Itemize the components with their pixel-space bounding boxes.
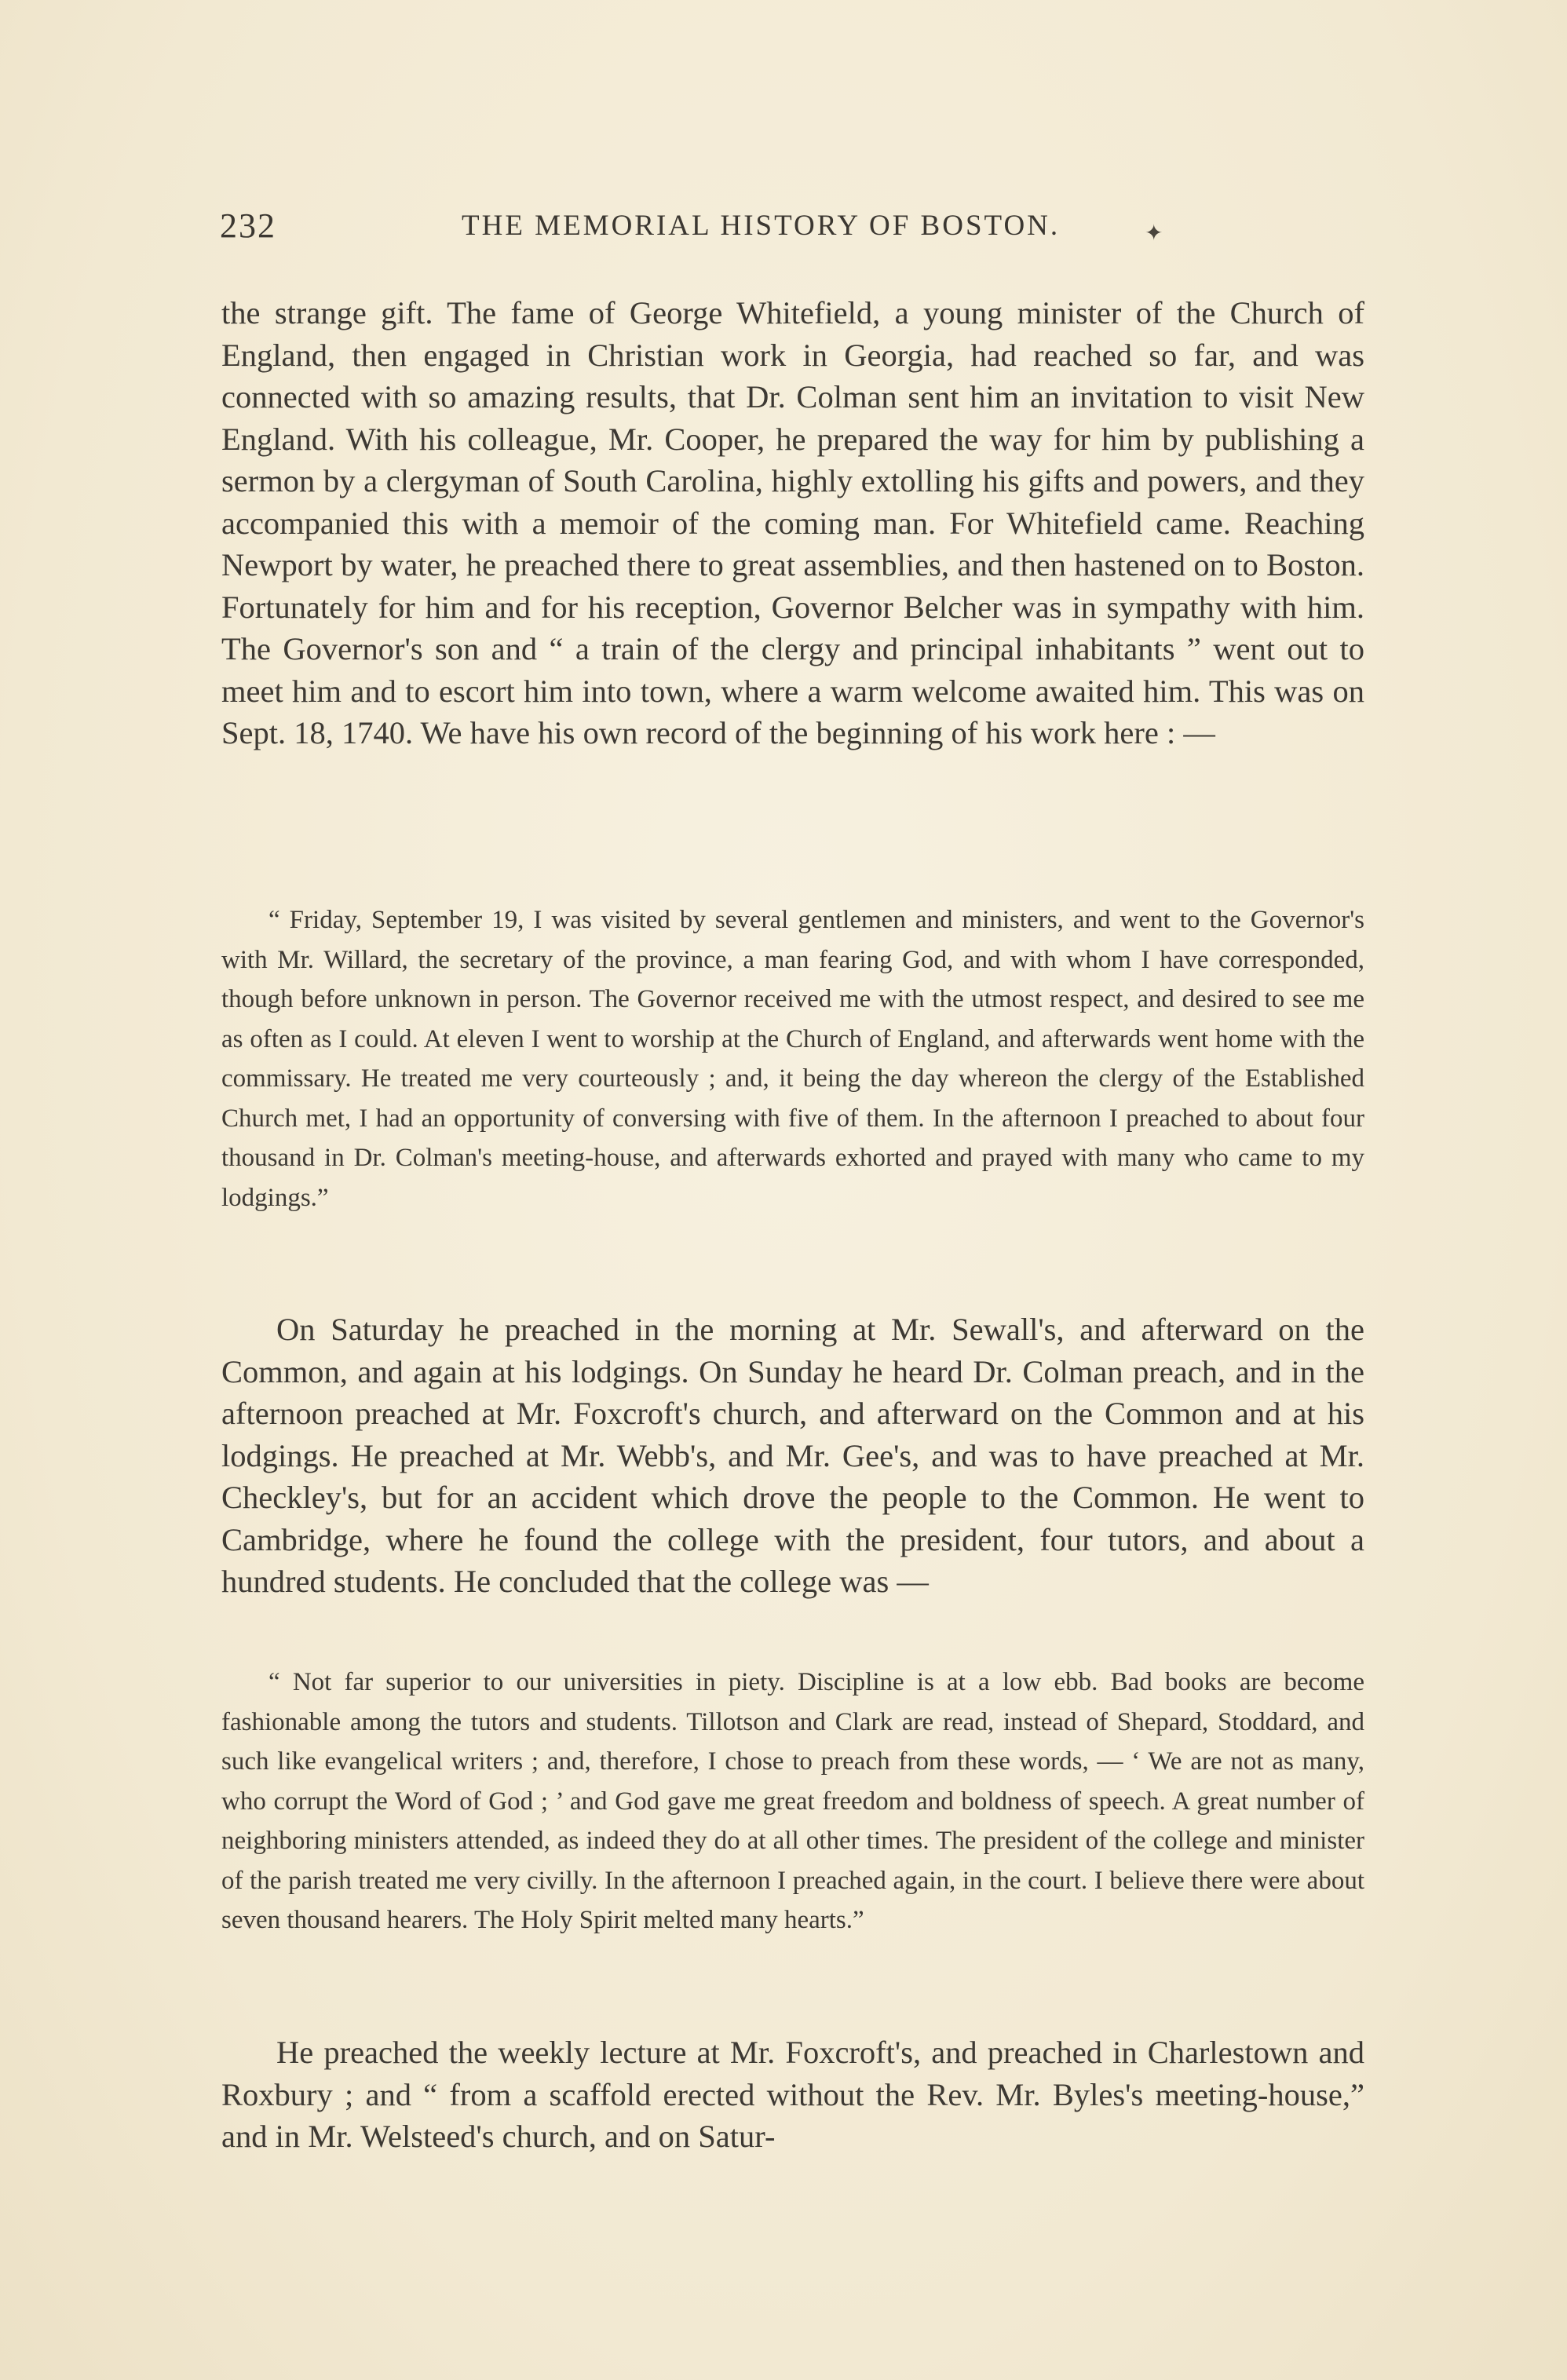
- paragraph-intro: the strange gift. The fame of George Whitefield, a young minister of the Church of England, then engaged in Christian work in Georgia, had reached so far, and was connected with so amazing results, that Dr. Colman sent him an invitation to visit New England. With his colleague, Mr. Cooper, he prepared the way for him by publishing a sermon by a clergyman of South Carolina, highly extolling his gifts and powers, and they accompanied this with a memoir of the coming man. For Whitefield came. Reaching Newport by water, he preached there to great assemblies, and then hastened on to Boston. Fortunately for him and for his reception, Governor Belcher was in sympathy with him. The Governor's son and “ a train of the clergy and principal inhabitants ” went out to meet him and to escort him into town, where a warm welcome awaited him. This was on Sept. 18, 1740. We have his own record of the beginning of his work here : —: [221, 295, 1364, 750]
- quotation-college: “ Not far superior to our universities in piety. Discipline is at a low ebb. Bad books are become fashionable among the tutors and students. Tillotson and Clark are read, instead of Shepard, Stoddard, and such like evangelical writers ; and, therefore, I chose to preach from these words, — ‘ We are not as many, who corrupt the Word of God ; ’ and God gave me great freedom and boldness of speech. A great number of neighboring ministers attended, as indeed they do at all other times. The president of the college and minister of the parish treated me very civilly. In the afternoon I preached again, in the court. I believe there were about seven thousand hearers. The Holy Spirit melted many hearts.”: [221, 1668, 1364, 1934]
- page-number: 232: [220, 206, 276, 245]
- paragraph-lecture: He preached the weekly lecture at Mr. Foxcroft's, and preached in Charlestown and Roxbury ; and “ from a scaffold erected without the Rev. Mr. Byles's meeting-house,” and in Mr. Welsteed's church, and on Satur-: [221, 2035, 1364, 2154]
- paragraph-saturday: On Saturday he preached in the morning at Mr. Sewall's, and afterward on the Common, and again at his lodgings. On Sunday he heard Dr. Colman preach, and in the afternoon preached at Mr. Foxcroft's church, and afterward on the Common and at his lodgings. He preached at Mr. Webb's, and Mr. Gee's, and was to have preached at Mr. Checkley's, but for an accident which drove the people to the Common. He went to Cambridge, where he found the college with the president, four tutors, and about a hundred students. He concluded that the college was —: [221, 1312, 1364, 1599]
- quotation-friday: “ Friday, September 19, I was visited by several gentlemen and ministers, and went to the Governor's with Mr. Willard, the secretary of the province, a man fearing God, and with whom I have corresponded, though before unknown in person. The Governor received me with the utmost respect, and desired to see me as often as I could. At eleven I went to worship at the Church of England, and afterwards went home with the commissary. He treated me very courteously ; and, it being the day whereon the clergy of the Established Church met, I had an opportunity of conversing with five of them. In the afternoon I preached to about four thousand in Dr. Colman's meeting-house, and afterwards exhorted and prayed with many who came to my lodgings.”: [221, 906, 1364, 1212]
- running-title: THE MEMORIAL HISTORY OF BOSTON.: [462, 210, 1061, 242]
- ornament-icon: ✦: [1145, 220, 1163, 246]
- running-head: [220, 206, 1366, 253]
